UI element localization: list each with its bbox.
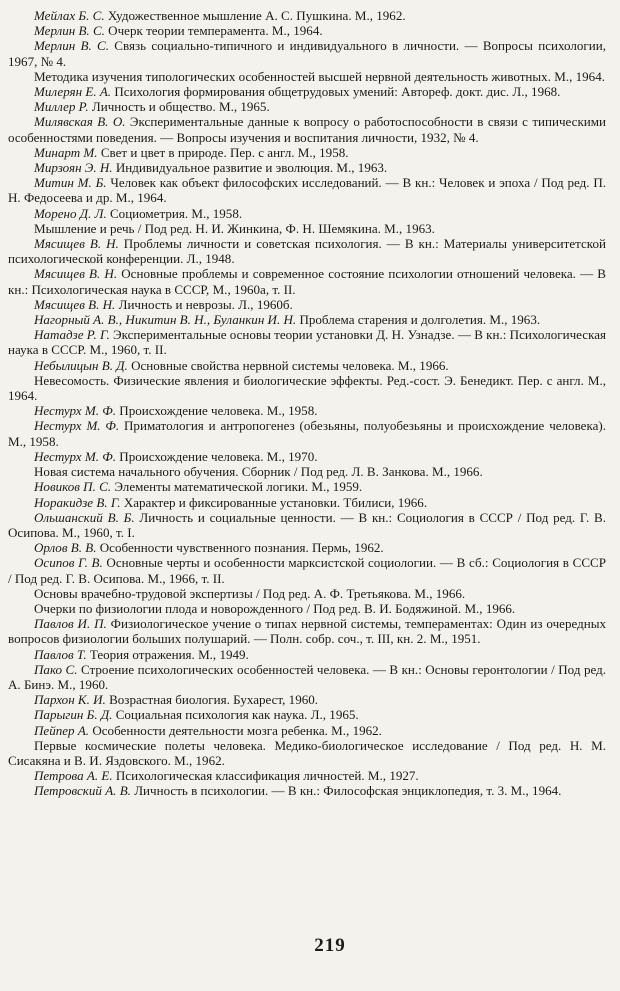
entry-author: Мейлах Б. С. — [34, 8, 105, 23]
bibliography-entry — [8, 23, 606, 38]
entry-text: Очерк теории темперамента. М., 1964. — [104, 23, 323, 39]
entry-author: Павлов И. П. — [34, 616, 107, 632]
bibliography-entry — [8, 555, 606, 585]
bibliography-entry — [8, 783, 606, 798]
entry-text: Новая система начального обучения. Сборник / Под ред. Л. В. Занкова. М., 1966. — [34, 464, 483, 480]
bibliography-list — [8, 8, 606, 799]
bibliography-entry — [8, 449, 606, 464]
entry-author: Новиков П. С. — [34, 479, 112, 495]
entry-text: Невесомость. Физические явления и биологические эффекты. Ред.-сост. Э. Бенедикт. Пер. с англ. М., 1964. — [8, 372, 606, 404]
entry-author: Парыгин Б. Д. — [34, 707, 113, 723]
entry-author: Мясищев В. Н. — [34, 236, 119, 252]
bibliography-entry — [8, 707, 606, 722]
bibliography-entry — [8, 586, 606, 601]
entry-author: Минарт М. — [34, 144, 98, 160]
entry-author: Митин М. Б. — [34, 175, 107, 191]
entry-author: Пако С. — [34, 661, 78, 677]
entry-author: Пейпер А. — [34, 722, 90, 738]
bibliography-entry — [8, 327, 606, 357]
entry-author: Милявская В. О. — [34, 114, 126, 130]
bibliography-entry — [8, 662, 606, 692]
bibliography-entry — [8, 206, 606, 221]
entry-author: Мерлин В. С. — [34, 23, 105, 39]
bibliography-entry — [8, 768, 606, 783]
bibliography-entry — [8, 510, 606, 540]
bibliography-entry — [8, 616, 606, 646]
bibliography-entry — [8, 692, 606, 707]
entry-author: Милерян Е. А. — [34, 84, 112, 100]
entry-text: Основы врачебно-трудовой экспертизы / Под ред. А. Ф. Третьякова. М., 1966. — [34, 585, 466, 601]
entry-author: Мясищев В. Н. — [34, 266, 118, 282]
entry-text: Индивидуальное развитие и эволюция. М., 1963. — [112, 160, 388, 176]
bibliography-entry — [8, 373, 606, 403]
entry-author: Нестурх М. Ф. — [34, 403, 117, 419]
entry-author: Нагорный А. В., Никитин В. Н., Буланкин И. Н. — [34, 312, 297, 328]
entry-text: Экспериментальные основы теории установки Д. Н. Узнадзе. — В кн.: Психологическая наука в СССР. М., 1960, т. II. — [8, 327, 607, 358]
entry-text: Возрастная биология. Бухарест, 1960. — [105, 692, 319, 708]
entry-text: Мышление и речь / Под ред. Н. И. Жинкина, Ф. Н. Шемякина. М., 1963. — [34, 220, 435, 236]
entry-author: Пархон К. И. — [34, 692, 106, 708]
entry-text: Элементы математической логики. М., 1959. — [111, 479, 363, 495]
entry-author: Мирзоян Э. Н. — [34, 160, 113, 176]
entry-text: Человек как объект философских исследований. — В кн.: Человек и эпоха / Под ред. П. Н. Федосеева и др. М., 1964. — [8, 175, 607, 206]
entry-text: Теория отражения. М., 1949. — [86, 646, 249, 662]
bibliography-entry — [8, 8, 606, 23]
entry-author: Нестурх М. Ф. — [34, 418, 120, 434]
bibliography-entry — [8, 495, 606, 510]
entry-text: Методика изучения типологических особенностей высшей нервной деятельность животных. М., 1964. — [34, 68, 605, 84]
bibliography-entry — [8, 297, 606, 312]
entry-text: Художественное мышление А. С. Пушкина. М., 1962. — [104, 8, 406, 23]
entry-text: Физиологическое учение о типах нервной системы, темпераментах: Один из очередных вопросов физиологии больших полушарий. — Полн. собр. соч., т. III, кн. 2. М., 1951. — [8, 616, 606, 647]
bibliography-entry — [8, 647, 606, 662]
bibliography-entry — [8, 358, 606, 373]
entry-text: Проблема старения и долголетия. М., 1963. — [296, 312, 541, 328]
bibliography-entry — [8, 175, 606, 205]
bibliography-entry — [8, 236, 606, 266]
entry-text: Социальная психология как наука. Л., 1965. — [112, 707, 359, 723]
entry-text: Особенности деятельности мозга ребенка. М., 1962. — [89, 722, 382, 738]
bibliography-entry — [8, 738, 606, 768]
bibliography-entry — [8, 99, 606, 114]
entry-author: Мерлин В. С. — [34, 38, 109, 54]
entry-author: Осипов Г. В. — [34, 555, 103, 571]
bibliography-entry — [8, 464, 606, 479]
entry-text: Экспериментальные данные к вопросу о работоспособности в связи с типическими особенностями поведения. — Вопросы изучения и воспитания личности, 1932, № 4. — [8, 114, 606, 145]
entry-author: Натадзе Р. Г. — [34, 327, 110, 343]
entry-text: Личность и общество. М., 1965. — [88, 99, 270, 115]
entry-author: Небылицын В. Д. — [34, 357, 128, 373]
entry-author: Орлов В. В. — [34, 540, 97, 556]
entry-text: Личность и неврозы. Л., 1960б. — [115, 296, 293, 312]
bibliography-entry — [8, 312, 606, 327]
bibliography-entry — [8, 266, 606, 296]
entry-text: Основные черты и особенности марксистской социологии. — В сб.: Социология в СССР / Под ред. Г. В. Осипова. М., 1966, т. II. — [8, 555, 606, 586]
entry-text: Характер и фиксированные установки. Тбилиси, 1966. — [120, 494, 428, 510]
bibliography-entry — [8, 221, 606, 236]
entry-author: Нестурх М. Ф. — [34, 448, 117, 464]
entry-text: Психология формирования общетрудовых умений: Автореф. докт. дис. Л., 1968. — [111, 84, 561, 100]
entry-text: Социометрия. М., 1958. — [106, 205, 243, 221]
entry-author: Миллер Р. — [34, 99, 89, 115]
entry-text: Строение психологических особенностей человека. — В кн.: Основы геронтологии / Под ред. А. Бинэ. М., 1960. — [8, 661, 606, 692]
entry-text: Происхождение человека. М., 1970. — [116, 448, 318, 464]
entry-text: Личность и социальные ценности. — В кн.: Социология в СССР / Под ред. Г. В. Осипова. М., 1960, т. I. — [8, 509, 607, 540]
entry-author: Петрова А. Е. — [34, 768, 113, 784]
entry-author: Морено Д. Л. — [34, 205, 107, 221]
bibliography-entry — [8, 160, 606, 175]
entry-author: Ольшанский В. Б. — [34, 509, 135, 525]
entry-author: Петровский А. В. — [34, 783, 131, 799]
bibliography-entry — [8, 403, 606, 418]
bibliography-entry — [8, 69, 606, 84]
entry-text: Приматология и антропогенез (обезьяны, полуобезьяны и происхождение человека). М., 1958. — [8, 418, 606, 449]
bibliography-entry — [8, 418, 606, 448]
entry-text: Связь социально-типичного и индивидуального в личности. — Вопросы психологии, 1967, № 4. — [8, 38, 606, 69]
bibliography-entry — [8, 145, 606, 160]
entry-text: Проблемы личности и советская психология. — В кн.: Материалы университетской психологической конференции. Л., 1948. — [8, 236, 606, 267]
entry-text: Основные проблемы и современное состояние психологии отношений человека. — В кн.: Психологическая наука в СССР, М., 1960а, т. II. — [8, 266, 606, 297]
page-number: 219 — [314, 935, 346, 956]
bibliography-entry — [8, 479, 606, 494]
bibliography-entry — [8, 723, 606, 738]
entry-author: Павлов Т. — [34, 646, 87, 662]
entry-author: Мясищев В. Н. — [34, 296, 116, 312]
entry-text: Свет и цвет в природе. Пер. с англ. М., 1958. — [97, 144, 349, 160]
entry-text: Первые космические полеты человека. Медико-биологическое исследование / Под ред. Н. М. Сисакяна и В. И. Яздовского. М., 1962. — [8, 737, 606, 768]
bibliography-entry — [8, 84, 606, 99]
entry-text: Основные свойства нервной системы человека. М., 1966. — [127, 357, 449, 373]
bibliography-entry — [8, 38, 606, 68]
bibliography-entry — [8, 601, 606, 616]
entry-text: Очерки по физиологии плода и новорожденного / Под ред. В. И. Бодяжиной. М., 1966. — [34, 600, 516, 616]
entry-text: Особенности чувственного познания. Пермь, 1962. — [96, 540, 384, 556]
entry-text: Психологическая классификация личностей. М., 1927. — [112, 768, 419, 784]
entry-text: Личность в психологии. — В кн.: Философская энциклопедия, т. 3. М., 1964. — [130, 783, 562, 799]
bibliography-entry — [8, 114, 606, 144]
entry-author: Норакидзе В. Г. — [34, 494, 121, 510]
bibliography-entry — [8, 540, 606, 555]
entry-text: Происхождение человека. М., 1958. — [116, 403, 318, 419]
